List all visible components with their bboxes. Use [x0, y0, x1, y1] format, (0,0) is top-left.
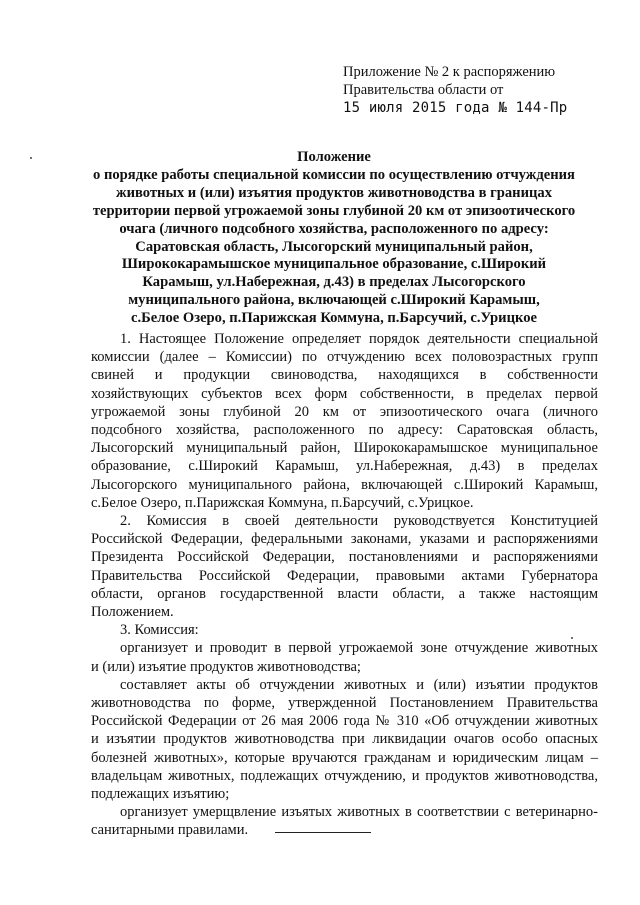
document-body	[91, 330, 598, 840]
body-line: Лысогорского муниципального района, включающей с.Широкий Карамыш,	[91, 476, 598, 493]
body-line: санитарными правилами.	[91, 822, 249, 839]
body-line: 3. Комиссия:	[120, 622, 199, 639]
body-line: образование, с.Широкий Карамыш, ул.Набережная, д.43) в пределах	[91, 458, 598, 475]
body-line: комиссии (далее – Комиссии) по отчуждению всех половозрастных групп	[91, 349, 598, 366]
appendix-block	[343, 63, 603, 117]
body-line: с.Белое Озеро, п.Парижская Коммуна, п.Барсучий, с.Урицкое.	[91, 494, 474, 511]
title-line: с.Белое Озеро, п.Парижская Коммуна, п.Барсучий, с.Урицкое	[131, 310, 537, 327]
title-line: о порядке работы специальной комиссии по осуществлению отчуждения	[93, 166, 575, 183]
body-line: Российской Федерации, федеральными законами, указами и распоряжениями	[91, 531, 598, 548]
body-line: хозяйствующих субъектов всех форм собственности, в пределах первой	[91, 385, 598, 402]
body-line: Положением.	[91, 604, 174, 621]
title-line: Ширококарамышское муниципальное образование, с.Широкий	[121, 256, 547, 273]
end-divider	[275, 832, 371, 833]
body-line: организует и проводит в первой угрожаемой зоне отчуждение животных	[120, 640, 598, 657]
body-line: подсобного хозяйства, расположенного по адресу: Саратовская область,	[91, 422, 598, 439]
title-line: территории первой угрожаемой зоны глубиной 20 км от эпизоотического	[92, 202, 576, 219]
body-line: свиней и продукции свиноводства, находящихся в собственности	[91, 367, 598, 384]
body-line: владельцам животных, подлежащих отчуждению, и продуктов животноводства,	[91, 767, 598, 784]
scan-speck	[571, 637, 573, 639]
title-line: Карамыш, ул.Набережная, д.43) в пределах Лысогорского	[142, 274, 526, 291]
body-line: Президента Российской Федерации, постановлениями и распоряжениями	[91, 549, 598, 566]
document-heading: Положение	[297, 149, 371, 165]
body-line: Лысогорский муниципальный район, Ширококарамышское муниципальное	[91, 440, 598, 457]
body-line: составляет акты об отчуждении животных и (или) изъятии продуктов	[120, 676, 598, 693]
body-line: области, органов государственной власти области, а также настоящим	[91, 585, 598, 602]
body-line: животноводства по форме, утвержденной Постановлением Правительства	[91, 695, 598, 712]
body-line: организует умерщвление изъятых животных в соответствии с ветеринарно-	[120, 804, 598, 821]
body-line: 2. Комиссия в своей деятельности руководствуется Конституцией	[120, 513, 598, 530]
title-block	[92, 149, 576, 328]
appendix-date-number: 15 июля 2015 года № 144-Пр	[343, 100, 568, 116]
title-line: муниципального района, включающей с.Широкий Карамыш,	[128, 292, 540, 309]
title-line: очага (личного подсобного хозяйства, расположенного по адресу:	[119, 220, 549, 237]
body-line: и (или) изъятие продуктов животноводства;	[91, 658, 361, 675]
title-line: животных и (или) изъятия продуктов животноводства в границах	[116, 184, 552, 201]
body-line: Правительства Российской Федерации, правовыми актами Губернатора	[91, 567, 598, 584]
title-line: Саратовская область, Лысогорский муниципальный район,	[135, 238, 533, 255]
scan-speck	[30, 157, 32, 159]
body-line: Российской Федерации от 26 мая 2006 года № 310 «Об отчуждении животных	[91, 713, 598, 730]
appendix-line: Правительства области от	[343, 82, 504, 98]
body-line: болезней животных», которые вручаются гражданам и юридическим лицам –	[91, 749, 598, 766]
body-line: подлежащих изъятию;	[91, 786, 230, 803]
body-line: угрожаемой зоны глубиной 20 км от эпизоотического очага (личного	[91, 403, 598, 420]
body-line: и изъятии продуктов животноводства при ликвидации очагов особо опасных	[91, 731, 598, 748]
body-line: 1. Настоящее Положение определяет порядок деятельности специальной	[120, 331, 598, 347]
appendix-line: Приложение № 2 к распоряжению	[343, 64, 556, 80]
